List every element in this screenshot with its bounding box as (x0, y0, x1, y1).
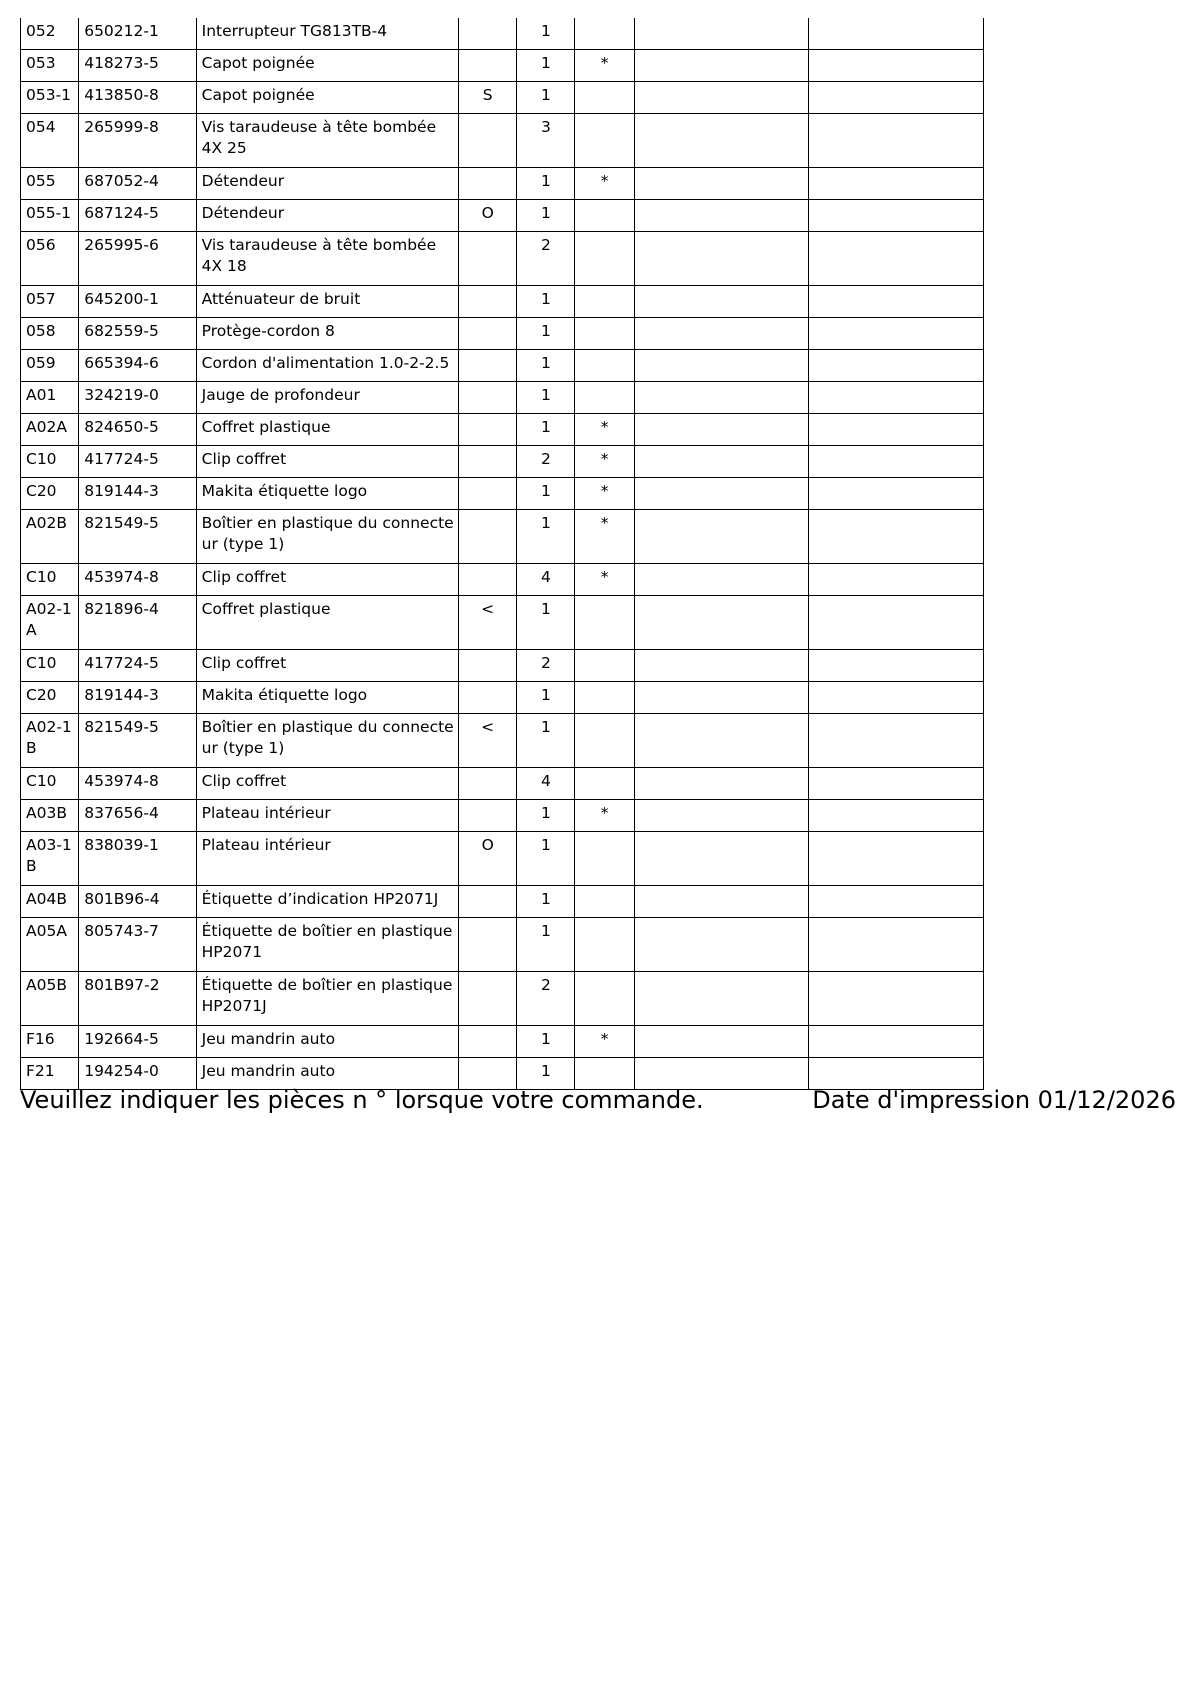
cell-item-number: C20 (21, 682, 79, 714)
cell-blank-2 (809, 682, 984, 714)
cell-quantity: 1 (517, 596, 575, 650)
cell-description: Clip coffret (196, 768, 458, 800)
cell-mark: * (575, 50, 634, 82)
cell-quantity: 1 (517, 382, 575, 414)
cell-quantity: 1 (517, 414, 575, 446)
cell-description: Interrupteur TG813TB-4 (196, 18, 458, 50)
cell-item-number: 053 (21, 50, 79, 82)
cell-code: O (459, 200, 517, 232)
cell-quantity: 1 (517, 350, 575, 382)
cell-item-number: A02-1 B (21, 714, 79, 768)
cell-code (459, 564, 517, 596)
cell-quantity: 1 (517, 800, 575, 832)
cell-item-number: 055 (21, 168, 79, 200)
cell-part-reference: 265995-6 (79, 232, 196, 286)
cell-part-reference: 824650-5 (79, 414, 196, 446)
cell-description: Étiquette de boîtier en plastique HP2071J (196, 972, 458, 1026)
cell-mark (575, 596, 634, 650)
cell-code (459, 918, 517, 972)
cell-blank-1 (634, 168, 809, 200)
table-row (21, 50, 984, 82)
cell-part-reference: 819144-3 (79, 682, 196, 714)
cell-item-number: 054 (21, 114, 79, 168)
cell-part-reference: 418273-5 (79, 50, 196, 82)
cell-mark (575, 350, 634, 382)
cell-code (459, 510, 517, 564)
cell-code (459, 168, 517, 200)
cell-mark (575, 232, 634, 286)
cell-blank-1 (634, 200, 809, 232)
cell-description: Clip coffret (196, 650, 458, 682)
cell-description: Coffret plastique (196, 414, 458, 446)
cell-mark: * (575, 446, 634, 478)
cell-blank-1 (634, 50, 809, 82)
table-row (21, 318, 984, 350)
cell-item-number: C10 (21, 564, 79, 596)
cell-mark: * (575, 800, 634, 832)
cell-blank-1 (634, 82, 809, 114)
cell-part-reference: 819144-3 (79, 478, 196, 510)
cell-blank-2 (809, 168, 984, 200)
cell-blank-2 (809, 446, 984, 478)
cell-quantity: 1 (517, 918, 575, 972)
cell-description: Capot poignée (196, 82, 458, 114)
table-row (21, 832, 984, 886)
table-row (21, 350, 984, 382)
cell-blank-1 (634, 1026, 809, 1058)
cell-item-number: A02B (21, 510, 79, 564)
cell-blank-2 (809, 414, 984, 446)
cell-description: Étiquette de boîtier en plastique HP2071 (196, 918, 458, 972)
cell-part-reference: 801B96-4 (79, 886, 196, 918)
cell-code (459, 318, 517, 350)
cell-item-number: A05A (21, 918, 79, 972)
cell-blank-1 (634, 478, 809, 510)
cell-blank-1 (634, 286, 809, 318)
cell-mark (575, 114, 634, 168)
cell-blank-2 (809, 1058, 984, 1090)
cell-item-number: C10 (21, 650, 79, 682)
cell-part-reference: 821549-5 (79, 510, 196, 564)
table-row (21, 1026, 984, 1058)
cell-blank-1 (634, 714, 809, 768)
cell-blank-2 (809, 800, 984, 832)
cell-mark (575, 200, 634, 232)
cell-code (459, 382, 517, 414)
cell-item-number: A04B (21, 886, 79, 918)
cell-quantity: 1 (517, 200, 575, 232)
cell-blank-1 (634, 886, 809, 918)
cell-item-number: A03-1 B (21, 832, 79, 886)
cell-item-number: 055-1 (21, 200, 79, 232)
cell-mark: * (575, 414, 634, 446)
cell-quantity: 1 (517, 168, 575, 200)
table-row (21, 768, 984, 800)
cell-blank-1 (634, 564, 809, 596)
cell-item-number: A01 (21, 382, 79, 414)
cell-code (459, 972, 517, 1026)
cell-code (459, 478, 517, 510)
cell-description: Jeu mandrin auto (196, 1026, 458, 1058)
cell-item-number: A02A (21, 414, 79, 446)
cell-quantity: 1 (517, 1026, 575, 1058)
cell-item-number: 056 (21, 232, 79, 286)
cell-mark: * (575, 564, 634, 596)
cell-part-reference: 805743-7 (79, 918, 196, 972)
cell-blank-2 (809, 768, 984, 800)
cell-part-reference: 821896-4 (79, 596, 196, 650)
cell-item-number: 052 (21, 18, 79, 50)
cell-part-reference: 413850-8 (79, 82, 196, 114)
cell-description: Plateau intérieur (196, 832, 458, 886)
cell-description: Cordon d'alimentation 1.0-2-2.5 (196, 350, 458, 382)
cell-item-number: 058 (21, 318, 79, 350)
cell-quantity: 1 (517, 1058, 575, 1090)
cell-quantity: 1 (517, 50, 575, 82)
cell-quantity: 2 (517, 446, 575, 478)
cell-part-reference: 801B97-2 (79, 972, 196, 1026)
cell-blank-1 (634, 1058, 809, 1090)
table-row (21, 478, 984, 510)
cell-code (459, 232, 517, 286)
cell-description: Boîtier en plastique du connecte ur (type 1) (196, 510, 458, 564)
cell-mark (575, 682, 634, 714)
cell-blank-2 (809, 714, 984, 768)
cell-code (459, 114, 517, 168)
table-row (21, 168, 984, 200)
cell-blank-2 (809, 18, 984, 50)
cell-blank-1 (634, 232, 809, 286)
cell-blank-1 (634, 800, 809, 832)
cell-code (459, 650, 517, 682)
cell-quantity: 1 (517, 318, 575, 350)
cell-description: Protège-cordon 8 (196, 318, 458, 350)
table-row (21, 800, 984, 832)
cell-blank-2 (809, 232, 984, 286)
cell-mark (575, 1058, 634, 1090)
cell-part-reference: 650212-1 (79, 18, 196, 50)
cell-code: S (459, 82, 517, 114)
cell-mark (575, 832, 634, 886)
cell-item-number: F16 (21, 1026, 79, 1058)
cell-mark (575, 286, 634, 318)
cell-blank-2 (809, 286, 984, 318)
cell-mark (575, 318, 634, 350)
table-row (21, 564, 984, 596)
cell-part-reference: 837656-4 (79, 800, 196, 832)
cell-item-number: A03B (21, 800, 79, 832)
cell-part-reference: 417724-5 (79, 446, 196, 478)
cell-mark (575, 382, 634, 414)
cell-item-number: F21 (21, 1058, 79, 1090)
cell-blank-2 (809, 918, 984, 972)
cell-item-number: C10 (21, 768, 79, 800)
table-row (21, 286, 984, 318)
table-row (21, 414, 984, 446)
cell-part-reference: 417724-5 (79, 650, 196, 682)
cell-code: < (459, 714, 517, 768)
cell-blank-2 (809, 350, 984, 382)
cell-mark: * (575, 478, 634, 510)
cell-code: < (459, 596, 517, 650)
cell-quantity: 2 (517, 232, 575, 286)
cell-quantity: 1 (517, 18, 575, 50)
table-row (21, 232, 984, 286)
cell-quantity: 1 (517, 286, 575, 318)
cell-quantity: 4 (517, 768, 575, 800)
cell-description: Étiquette d’indication HP2071J (196, 886, 458, 918)
parts-table-body (21, 18, 984, 1090)
cell-code (459, 1058, 517, 1090)
table-row (21, 382, 984, 414)
cell-blank-2 (809, 82, 984, 114)
cell-blank-2 (809, 510, 984, 564)
cell-description: Boîtier en plastique du connecte ur (type 1) (196, 714, 458, 768)
table-row (21, 510, 984, 564)
cell-description: Capot poignée (196, 50, 458, 82)
cell-quantity: 1 (517, 510, 575, 564)
cell-description: Jeu mandrin auto (196, 1058, 458, 1090)
cell-description: Makita étiquette logo (196, 682, 458, 714)
cell-description: Jauge de profondeur (196, 382, 458, 414)
cell-description: Clip coffret (196, 564, 458, 596)
table-row (21, 918, 984, 972)
cell-quantity: 1 (517, 832, 575, 886)
cell-quantity: 1 (517, 886, 575, 918)
table-row (21, 714, 984, 768)
table-row (21, 1058, 984, 1090)
cell-item-number: A05B (21, 972, 79, 1026)
cell-description: Détendeur (196, 200, 458, 232)
cell-part-reference: 265999-8 (79, 114, 196, 168)
cell-blank-1 (634, 350, 809, 382)
cell-blank-2 (809, 50, 984, 82)
cell-mark (575, 82, 634, 114)
cell-part-reference: 453974-8 (79, 768, 196, 800)
cell-description: Coffret plastique (196, 596, 458, 650)
cell-item-number: 059 (21, 350, 79, 382)
cell-quantity: 2 (517, 972, 575, 1026)
order-instruction-note: Veuillez indiquer les pièces n ° lorsque votre commande. (20, 1086, 704, 1114)
cell-blank-1 (634, 18, 809, 50)
cell-code (459, 886, 517, 918)
table-row (21, 82, 984, 114)
cell-part-reference: 682559-5 (79, 318, 196, 350)
cell-mark (575, 972, 634, 1026)
cell-part-reference: 821549-5 (79, 714, 196, 768)
cell-quantity: 1 (517, 714, 575, 768)
parts-table (20, 18, 984, 1090)
cell-description: Clip coffret (196, 446, 458, 478)
cell-quantity: 4 (517, 564, 575, 596)
cell-blank-1 (634, 510, 809, 564)
cell-code (459, 286, 517, 318)
cell-description: Atténuateur de bruit (196, 286, 458, 318)
cell-blank-1 (634, 382, 809, 414)
cell-item-number: 057 (21, 286, 79, 318)
cell-blank-1 (634, 114, 809, 168)
cell-code (459, 446, 517, 478)
cell-mark (575, 650, 634, 682)
cell-blank-1 (634, 682, 809, 714)
table-row (21, 200, 984, 232)
cell-code (459, 800, 517, 832)
cell-code (459, 768, 517, 800)
cell-part-reference: 645200-1 (79, 286, 196, 318)
cell-description: Détendeur (196, 168, 458, 200)
cell-part-reference: 194254-0 (79, 1058, 196, 1090)
cell-mark (575, 886, 634, 918)
cell-code (459, 682, 517, 714)
cell-code (459, 1026, 517, 1058)
cell-code (459, 350, 517, 382)
cell-mark (575, 768, 634, 800)
cell-blank-1 (634, 414, 809, 446)
cell-blank-2 (809, 832, 984, 886)
cell-item-number: C10 (21, 446, 79, 478)
cell-quantity: 1 (517, 682, 575, 714)
cell-blank-2 (809, 886, 984, 918)
cell-part-reference: 838039-1 (79, 832, 196, 886)
cell-code: O (459, 832, 517, 886)
cell-part-reference: 687124-5 (79, 200, 196, 232)
cell-blank-2 (809, 564, 984, 596)
cell-mark: * (575, 1026, 634, 1058)
cell-blank-2 (809, 478, 984, 510)
cell-code (459, 414, 517, 446)
cell-blank-2 (809, 596, 984, 650)
cell-item-number: 053-1 (21, 82, 79, 114)
cell-mark (575, 714, 634, 768)
cell-blank-1 (634, 768, 809, 800)
cell-blank-1 (634, 318, 809, 350)
cell-blank-1 (634, 918, 809, 972)
cell-code (459, 18, 517, 50)
cell-description: Makita étiquette logo (196, 478, 458, 510)
cell-blank-2 (809, 1026, 984, 1058)
cell-mark: * (575, 168, 634, 200)
print-date: Date d'impression 01/12/2026 (812, 1086, 1176, 1114)
cell-quantity: 1 (517, 478, 575, 510)
cell-description: Vis taraudeuse à tête bombée 4X 18 (196, 232, 458, 286)
table-row (21, 886, 984, 918)
cell-description: Plateau intérieur (196, 800, 458, 832)
table-row (21, 650, 984, 682)
table-row (21, 114, 984, 168)
cell-blank-2 (809, 114, 984, 168)
cell-part-reference: 665394-6 (79, 350, 196, 382)
table-row (21, 446, 984, 478)
cell-blank-1 (634, 596, 809, 650)
cell-blank-1 (634, 446, 809, 478)
cell-mark: * (575, 510, 634, 564)
cell-part-reference: 192664-5 (79, 1026, 196, 1058)
cell-blank-2 (809, 382, 984, 414)
cell-blank-2 (809, 972, 984, 1026)
cell-mark (575, 18, 634, 50)
table-row (21, 972, 984, 1026)
table-row (21, 18, 984, 50)
cell-quantity: 1 (517, 82, 575, 114)
cell-part-reference: 687052-4 (79, 168, 196, 200)
cell-blank-1 (634, 832, 809, 886)
table-row (21, 682, 984, 714)
table-row (21, 596, 984, 650)
cell-code (459, 50, 517, 82)
cell-blank-2 (809, 200, 984, 232)
cell-quantity: 2 (517, 650, 575, 682)
cell-blank-1 (634, 972, 809, 1026)
cell-part-reference: 324219-0 (79, 382, 196, 414)
cell-part-reference: 453974-8 (79, 564, 196, 596)
cell-description: Vis taraudeuse à tête bombée 4X 25 (196, 114, 458, 168)
cell-quantity: 3 (517, 114, 575, 168)
cell-mark (575, 918, 634, 972)
cell-blank-2 (809, 318, 984, 350)
cell-item-number: A02-1 A (21, 596, 79, 650)
cell-blank-1 (634, 650, 809, 682)
cell-item-number: C20 (21, 478, 79, 510)
cell-blank-2 (809, 650, 984, 682)
